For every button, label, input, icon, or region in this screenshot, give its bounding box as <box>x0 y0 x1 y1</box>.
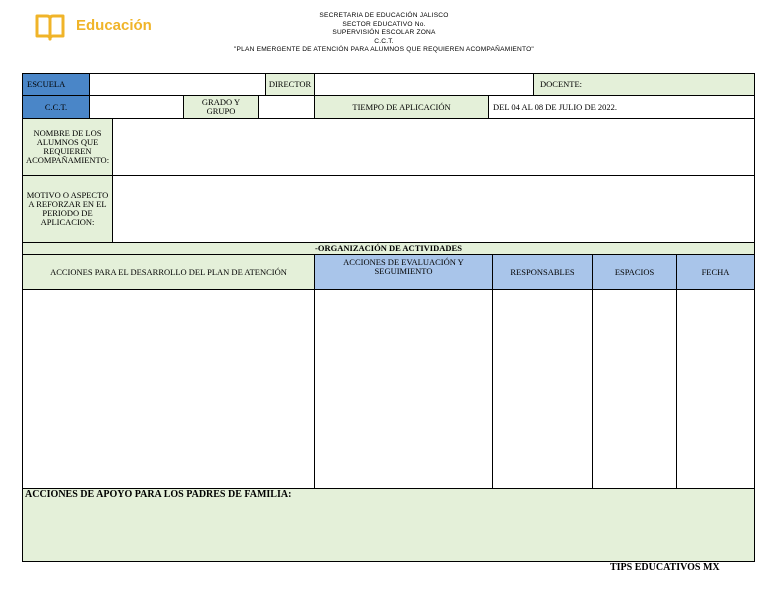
organizacion-title: -ORGANIZACIÓN DE ACTIVIDADES <box>22 242 755 255</box>
nombre-alumnos-field[interactable] <box>112 118 755 176</box>
col-espacios-header: ESPACIOS <box>592 254 677 290</box>
escuela-field[interactable] <box>89 73 266 96</box>
col-acciones-header: ACCIONES PARA EL DESARROLLO DEL PLAN DE ATENCIÓN <box>22 254 315 290</box>
apoyo-padres-box[interactable] <box>22 488 755 562</box>
motivo-field[interactable] <box>112 175 755 243</box>
open-book-icon <box>34 12 66 42</box>
col-responsables-header: RESPONSABLES <box>492 254 593 290</box>
escuela-label: ESCUELA <box>22 73 90 96</box>
director-label: DIRECTOR <box>265 73 315 96</box>
nombre-alumnos-label: NOMBRE DE LOS ALUMNOS QUE REQUIEREN ACOMPAÑAMIENTO: <box>22 118 113 176</box>
tiempo-value: DEL 04 AL 08 DE JULIO DE 2022. <box>488 95 755 119</box>
header-line: SUPERVISIÓN ESCOLAR ZONA <box>332 29 436 36</box>
brand-name: Educación <box>76 17 152 34</box>
motivo-label: MOTIVO O ASPECTO A REFORZAR EN EL PERIODO DE APLICACION: <box>22 175 113 243</box>
cct-field[interactable] <box>89 95 184 119</box>
tiempo-label: TIEMPO DE APLICACIÓN <box>314 95 489 119</box>
footer-text: TIPS EDUCATIVOS MX <box>610 562 720 573</box>
col-fecha-header: FECHA <box>676 254 755 290</box>
header-line: SECRETARIA DE EDUCACIÓN JALISCO <box>319 12 449 19</box>
col-evaluacion-header: ACCIONES DE EVALUACIÓN Y SEGUIMIENTO <box>314 254 493 290</box>
header-line: SECTOR EDUCATIVO No. <box>342 20 426 28</box>
document-header <box>150 12 618 55</box>
responsables-body[interactable] <box>492 289 593 489</box>
grado-grupo-field[interactable] <box>258 95 315 119</box>
docente-label: DOCENTE: <box>533 73 755 96</box>
grado-grupo-label: GRADO Y GRUPO <box>183 95 259 119</box>
header-line: "PLAN EMERGENTE DE ATENCIÓN PARA ALUMNOS QUE REQUIEREN ACOMPAÑAMIENTO" <box>234 46 534 53</box>
cct-label: C.C.T. <box>22 95 90 119</box>
fecha-body[interactable] <box>676 289 755 489</box>
evaluacion-body[interactable] <box>314 289 493 489</box>
espacios-body[interactable] <box>592 289 677 489</box>
director-field[interactable] <box>314 73 534 96</box>
apoyo-padres-label: ACCIONES DE APOYO PARA LOS PADRES DE FAMILIA: <box>25 489 292 500</box>
header-line: C.C.T. <box>374 37 394 45</box>
acciones-body[interactable] <box>22 289 315 489</box>
